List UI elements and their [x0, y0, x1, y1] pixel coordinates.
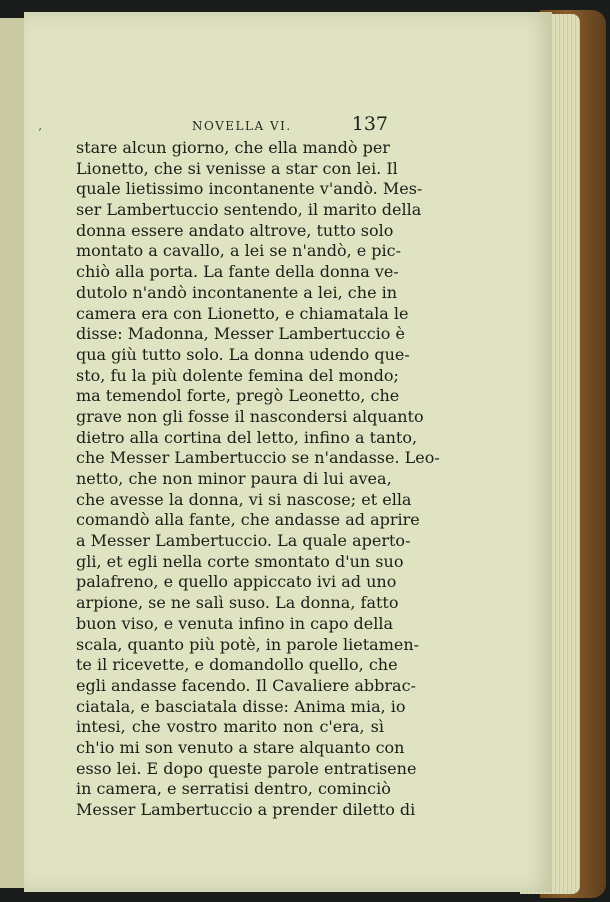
- text-line: scala, quanto più potè, in parole lietamen-: [76, 634, 420, 654]
- text-line: Messer Lambertuccio a prender diletto di: [76, 800, 416, 819]
- text-line: palafreno, e quello appiccato ivi ad uno: [76, 572, 397, 592]
- margin-mark: ’: [38, 126, 42, 140]
- text-line: in camera, e serratisi dentro, cominciò: [76, 779, 391, 799]
- text-line: qua giù tutto solo. La donna udendo que-: [76, 344, 410, 364]
- page-header: [72, 113, 388, 137]
- text-line: comandò alla fante, che andasse ad aprire: [76, 510, 420, 530]
- facing-page-edge: [0, 18, 25, 888]
- text-line: donna essere andato altrove, tutto solo: [76, 220, 394, 240]
- text-line: grave non gli fosse il nascondersi alquanto: [76, 406, 424, 426]
- text-line: Lionetto, che si venisse a star con lei. Il: [76, 158, 398, 178]
- text-line: ch'io mi son venuto a stare alquanto con: [76, 737, 405, 757]
- text-line: che avesse la donna, vi si nascose; et ella: [76, 489, 412, 509]
- text-line: a Messer Lambertuccio. La quale aperto-: [76, 531, 411, 551]
- text-line: stare alcun giorno, che ella mandò per: [76, 138, 390, 157]
- text-line: arpione, se ne salì suso. La donna, fatto: [76, 593, 399, 613]
- text-line: te il ricevette, e domandollo quello, che: [76, 655, 398, 675]
- text-line: esso lei. E dopo queste parole entratisene: [76, 758, 417, 778]
- text-line: buon viso, e venuta infino in capo della: [76, 613, 394, 633]
- text-line: quale lietissimo incontanente v'andò. Mes-: [76, 179, 423, 199]
- text-line: dietro alla cortina del letto, infino a tanto,: [76, 427, 418, 447]
- text-line: sto, fu la più dolente femina del mondo;: [76, 365, 399, 385]
- text-line: chiò alla porta. La fante della donna ve-: [76, 262, 399, 282]
- text-line: egli andasse facendo. Il Cavaliere abbrac-: [76, 675, 416, 695]
- text-line: intesi, che vostro marito non c'era, sì: [76, 717, 384, 737]
- text-line: dutolo n'andò incontanente a lei, che in: [76, 282, 398, 302]
- text-line: gli, et egli nella corte smontato d'un suo: [76, 551, 404, 571]
- running-title: NOVELLA VI.: [192, 119, 292, 133]
- text-line: ciatala, e basciatala disse: Anima mia, io: [76, 696, 406, 716]
- body-text: [76, 138, 440, 821]
- text-line: ma temendol forte, pregò Leonetto, che: [76, 386, 400, 406]
- page-number: 137: [351, 113, 388, 135]
- text-line: camera era con Lionetto, e chiamatala le: [76, 303, 409, 323]
- text-line: montato a cavallo, a lei se n'andò, e pic-: [76, 241, 402, 261]
- text-line: ser Lambertuccio sentendo, il marito della: [76, 200, 422, 220]
- text-line: disse: Madonna, Messer Lambertuccio è: [76, 324, 405, 344]
- text-line: che Messer Lambertuccio se n'andasse. Leo-: [76, 448, 440, 468]
- text-line: netto, che non minor paura di lui avea,: [76, 469, 392, 488]
